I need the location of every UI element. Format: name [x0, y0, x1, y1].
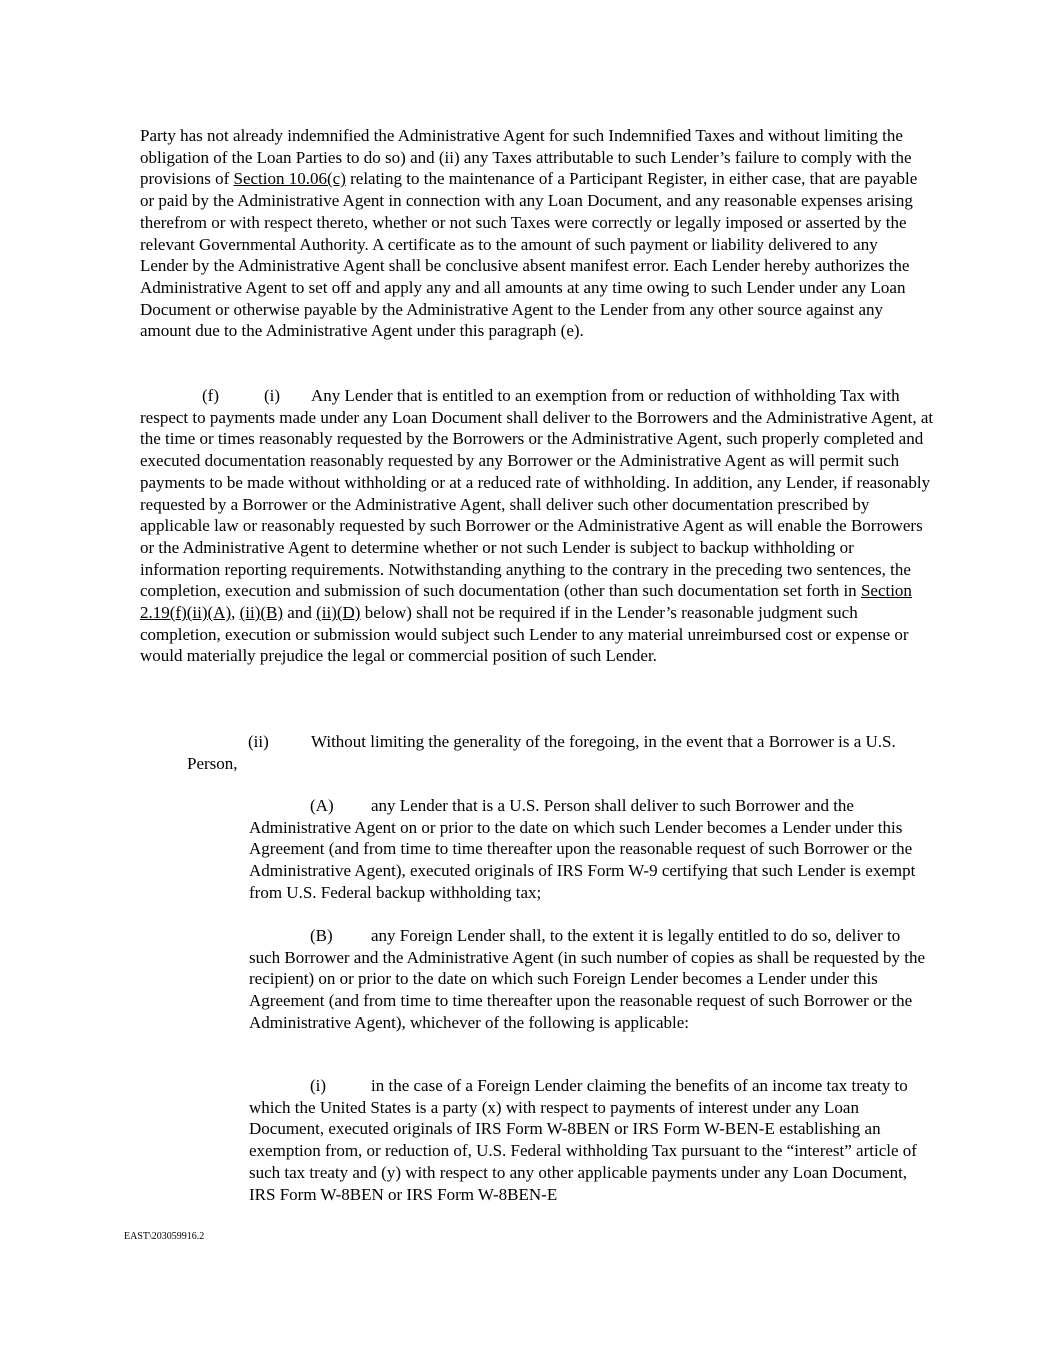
text: in the case of a Foreign Lender claiming the benefits of an income tax treaty to which the United States is a party (x) with respect to payments of interest under any Loan Document, executed originals of IRS Form W-8BEN or IRS Form W-BEN-E establishing an exemption from, or reduction of, U.S. Federal withholding Tax pursuant to the “interest” article of such tax treaty and (y) with respect to any other applicable payments under any Loan Document, IRS Form W-8BEN or IRS Form W-8BEN-E — [249, 1076, 917, 1204]
text: , — [231, 603, 240, 623]
paragraph-f-i — [140, 385, 935, 667]
subsection-number: (ii) — [248, 732, 269, 751]
text: and — [283, 603, 317, 623]
clause-number: (B) — [310, 926, 333, 945]
text: any Lender that is a U.S. Person shall deliver to such Borrower and the Administrative Agent on or prior to the date on which such Lender becomes a Lender under this Agreement (and from time to time thereafter upon the reasonable request of such Borrower or the Administrative Agent), executed originals of IRS Form W-9 certifying that such Lender is exempt from U.S. Federal backup withholding tax; — [249, 796, 916, 902]
text: below) shall not be required if in the Lender’s reasonable judgment such completion, execution or submission would subject such Lender to any material unreimbursed cost or expense or would materially prejudice the legal or commercial position of such Lender. — [140, 603, 909, 666]
text: any Foreign Lender shall, to the extent it is legally entitled to do so, deliver to such Borrower and the Administrative Agent (in such number of copies as shall be requested by the recipient) on or prior to the date on which such Foreign Lender becomes a Lender under this Agreement (and from time to time thereafter upon the reasonable request of such Borrower or the Administrative Agent), whichever of the following is applicable: — [249, 926, 926, 1032]
clause-number: (i) — [310, 1076, 327, 1095]
clause-number: (A) — [310, 796, 334, 815]
text: Party has not already indemnified the Administrative Agent for such Indemnified Taxes and without limiting the obligation of the Loan Parties to do so) and (ii) any Taxes attributable to such Lender’s failure to comply with the provisions of — [140, 126, 912, 189]
text: Any Lender that is entitled to an exemption from or reduction of withholding Tax with respect to payments made under any Loan Document shall deliver to the Borrowers and the Administrative Agent, at the time or times reasonably requested by the Borrowers or the Administrative Agent, such properly completed and executed documentation reasonably requested by any Borrower or the Administrative Agent as will permit such payments to be made without withholding or at a reduced rate of withholding. In addition, any Lender, if reasonably requested by a Borrower or the Administrative Agent, shall deliver such other documentation prescribed by applicable law or reasonably requested by such Borrower or the Administrative Agent as will enable the Borrowers or the Administrative Agent to determine whether or not such Lender is subject to backup withholding or information reporting requirements. Notwithstanding anything to the contrary in the preceding two sentences, the completion, execution and submission of such documentation (other than such documentation set forth in — [140, 386, 934, 601]
subsection-number: (i) — [264, 386, 281, 405]
section-reference: (ii)(D) — [316, 603, 361, 623]
paragraph-B-i — [249, 1075, 929, 1205]
paragraph-ii-B — [249, 925, 929, 1034]
section-reference: (ii)(B) — [239, 603, 284, 623]
text: Without limiting the generality of the foregoing, in the event that a Borrower is a U.S. Person, — [187, 732, 896, 773]
paragraph-ii-A — [249, 795, 929, 904]
document-footer-id: EAST\203059916.2 — [124, 1231, 205, 1242]
paragraph-e-continuation — [140, 125, 930, 342]
text: relating to the maintenance of a Participant Register, in either case, that are payable or paid by the Administrative Agent in connection with any Loan Document, and any reasonable expenses arising therefrom or with respect thereto, whether or not such Taxes were correctly or legally imposed or asserted by the relevant Governmental Authority. A certificate as to the amount of such payment or liability delivered to any Lender by the Administrative Agent shall be conclusive absent manifest error. Each Lender hereby authorizes the Administrative Agent to set off and apply any and all amounts at any time owing to such Lender under any Loan Document or otherwise payable by the Administrative Agent to the Lender from any other source against any amount due to the Administrative Agent under this paragraph (e). — [140, 169, 918, 341]
section-reference: Section 10.06(c) — [233, 169, 346, 189]
section-number: (f) — [202, 386, 219, 405]
paragraph-f-ii — [187, 731, 935, 774]
section-reference: Section 2.19(f)(ii)(A) — [140, 581, 912, 623]
